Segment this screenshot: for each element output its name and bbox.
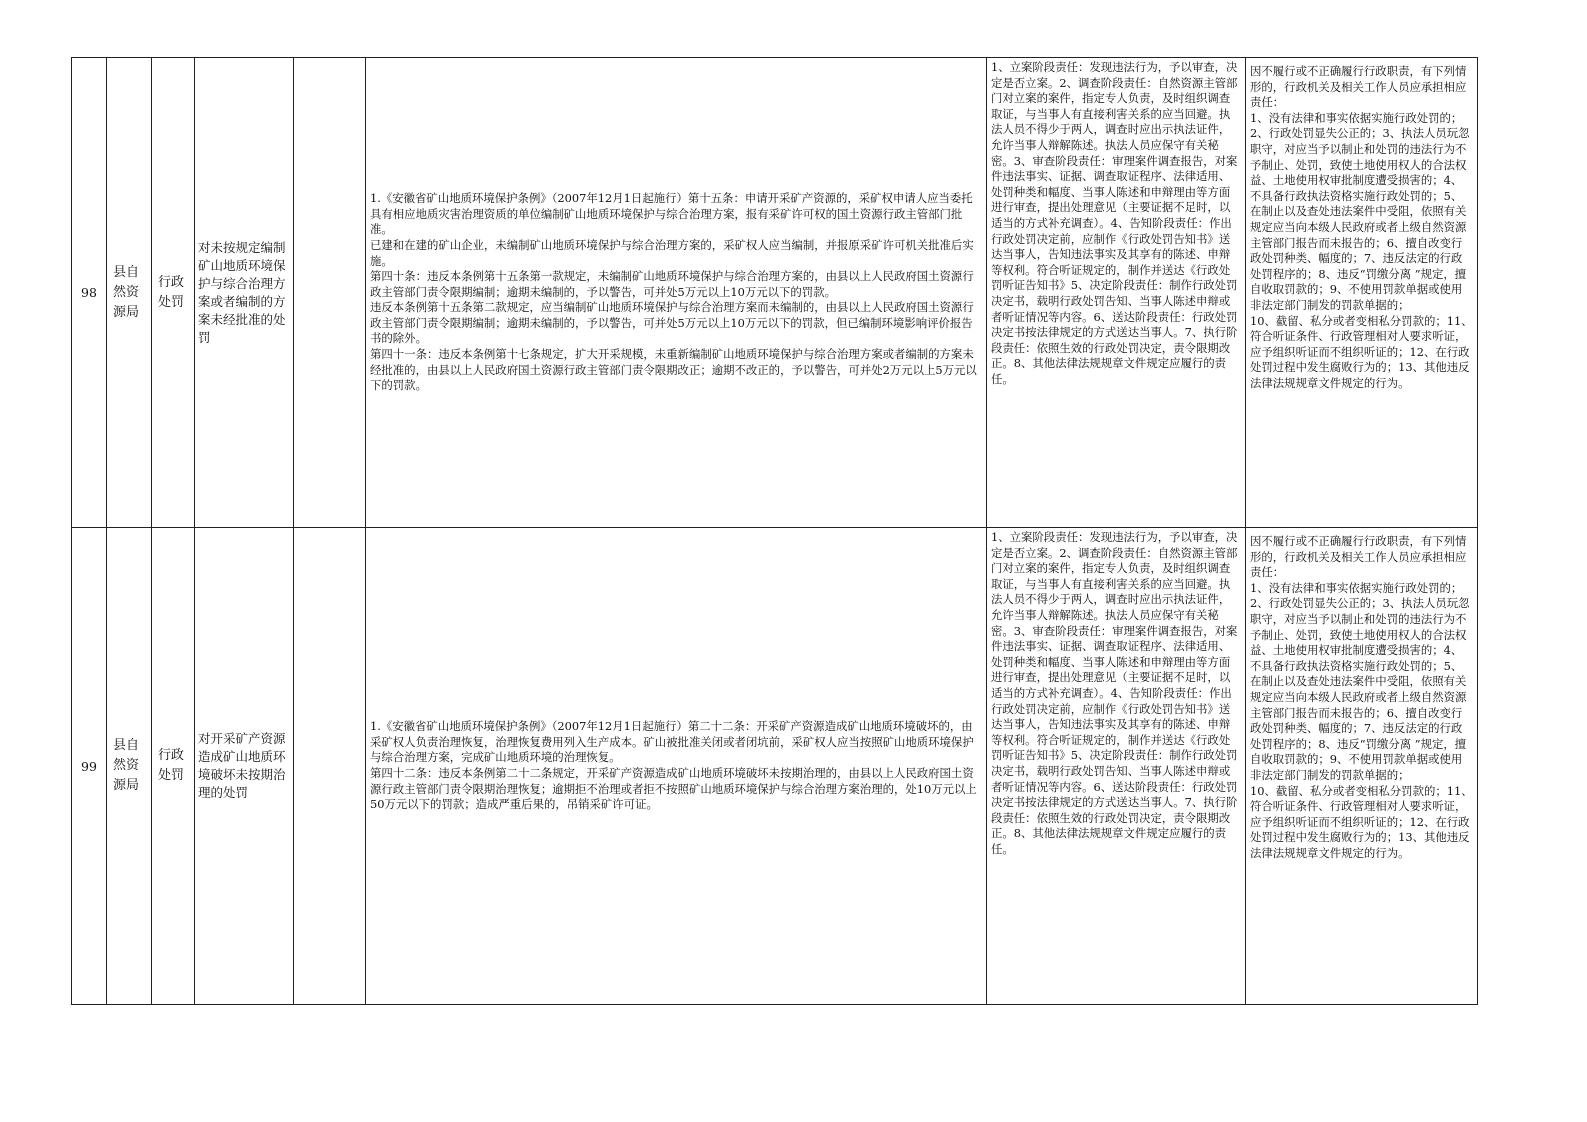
sub-item-cell (294, 58, 366, 528)
department-cell: 县自然资源局 (107, 58, 152, 528)
item-name-cell: 对未按规定编制矿山地质环境保护与综合治理方案或者编制的方案未经批准的处罚 (195, 58, 294, 528)
legal-basis-cell: 1.《安徽省矿山地质环境保护条例》（2007年12月1日起施行）第二十二条：开采矿产资源造成矿山地质环境破坏的，由采矿权人负责治理恢复，治理恢复费用列入生产成本。矿山被批准关闭或者闭坑前，采矿权人应当按照矿山地质环境保护与综合治理方案，完成矿山地质环境的治理恢复。 第四十二条：违反本条例第二十二条规定，开采矿产资源造成矿山地质环境破坏未按期治理的，由县以上人民政府国土资源行政主管部门责令限期治理恢复；逾期拒不治理或者拒不按照矿山地质环境保护与综合治理方案治理的，处10万元以上50万元以下的罚款；造成严重后果的，吊销采矿许可证。 (366, 528, 987, 1005)
responsibility-cell: 1、立案阶段责任：发现违法行为，予以审查，决定是否立案。2、调查阶段责任：自然资源主管部门对立案的案件，指定专人负责，及时组织调查取证，与当事人有直接利害关系的应当回避。执法人员不得少于两人，调查时应出示执法证件，允许当事人辩解陈述。执法人员应保守有关秘密。3、审查阶段责任：审理案件调查报告，对案件违法事实、证据、调查取证程序、法律适用、处罚种类和幅度、当事人陈述和申辩理由等方面进行审查，提出处理意见（主要证据不足时，以适当的方式补充调查）。4、告知阶段责任：作出行政处罚决定前，应制作《行政处罚告知书》送达当事人，告知违法事实及其享有的陈述、申辩等权利。符合听证规定的，制作并送达《行政处罚听证告知书》5、决定阶段责任：制作行政处罚决定书，载明行政处罚告知、当事人陈述申辩或者听证情况等内容。6、送达阶段责任：行政处罚决定书按法律规定的方式送达当事人。7、执行阶段责任：依照生效的行政处罚决定，责令限期改正。8、其他法律法规规章文件规定应履行的责任。 (987, 528, 1246, 1005)
legal-basis-cell: 1.《安徽省矿山地质环境保护条例》（2007年12月1日起施行）第十五条：申请开采矿产资源的，采矿权申请人应当委托具有相应地质灾害治理资质的单位编制矿山地质环境保护与综合治理方案，报有采矿许可权的国土资源行政主管部门批准。 已建和在建的矿山企业，未编制矿山地质环境保护与综合治理方案的，采矿权人应当编制，并报原采矿许可机关批准后实施。 第四十条：违反本条例第十五条第一款规定，未编制矿山地质环境保护与综合治理方案的，由县以上人民政府国土资源行政主管部门责令限期编制；逾期未编制的，予以警告，可并处5万元以上10万元以下的罚款。 违反本条例第十五条第二款规定，应当编制矿山地质环境保护与综合治理方案而未编制的，由县以上人民政府国土资源行政主管部门责令限期编制；逾期未编制的，予以警告，可并处5万元以上10万元以下的罚款，但已编制环境影响评价报告书的除外。 第四十一条：违反本条例第十七条规定，扩大开采规模，未重新编制矿山地质环境保护与综合治理方案或者编制的方案未经批准的，由县以上人民政府国土资源行政主管部门责令限期改正；逾期不改正的，予以警告，可并处2万元以上5万元以下的罚款。 (366, 58, 987, 528)
responsibility-cell: 1、立案阶段责任：发现违法行为，予以审查，决定是否立案。2、调查阶段责任：自然资源主管部门对立案的案件，指定专人负责，及时组织调查取证，与当事人有直接利害关系的应当回避。执法人员不得少于两人，调查时应出示执法证件，允许当事人辩解陈述。执法人员应保守有关秘密。3、审查阶段责任：审理案件调查报告，对案件违法事实、证据、调查取证程序、法律适用、处罚种类和幅度、当事人陈述和申辩理由等方面进行审查，提出处理意见（主要证据不足时，以适当的方式补充调查）。4、告知阶段责任：作出行政处罚决定前，应制作《行政处罚告知书》送达当事人，告知违法事实及其享有的陈述、申辩等权利。符合听证规定的，制作并送达《行政处罚听证告知书》5、决定阶段责任：制作行政处罚决定书，载明行政处罚告知、当事人陈述申辩或者听证情况等内容。6、送达阶段责任：行政处罚决定书按法律规定的方式送达当事人。7、执行阶段责任：依照生效的行政处罚决定，责令限期改正。8、其他法律法规规章文件规定应履行的责任。 (987, 58, 1246, 528)
row-number: 99 (72, 528, 107, 1005)
power-type-cell: 行政处罚 (152, 58, 195, 528)
table-row (72, 58, 1478, 528)
item-name-cell: 对开采矿产资源造成矿山地质环境破坏未按期治理的处罚 (195, 528, 294, 1005)
row-number: 98 (72, 58, 107, 528)
power-type-cell: 行政处罚 (152, 528, 195, 1005)
sub-item-cell (294, 528, 366, 1005)
accountability-cell: 因不履行或不正确履行行政职责，有下列情形的，行政机关及相关工作人员应承担相应责任： 1、没有法律和事实依据实施行政处罚的；2、行政处罚显失公正的；3、执法人员玩忽职守，对应当予以制止和处罚的违法行为不予制止、处罚，致使土地使用权人的合法权益、土地使用权审批制度遭受损害的；4、不具备行政执法资格实施行政处罚的；5、在制止以及查处违法案件中受阻，依照有关规定应当向本级人民政府或者上级自然资源主管部门报告而未报告的；6、擅自改变行政处罚种类、幅度的；7、违反法定的行政处罚程序的；8、违反“罚缴分离 ”规定，擅自收取罚款的；9、不使用罚款单据或使用非法定部门制发的罚款单据的； 10、截留、私分或者变相私分罚款的；11、符合听证条件、行政管理相对人要求听证，应予组织听证而不组织听证的；12、在行政处罚过程中发生腐败行为的；13、其他违反法律法规规章文件规定的行为。 (1246, 58, 1478, 528)
power-list-table (71, 57, 1478, 1005)
accountability-cell: 因不履行或不正确履行行政职责，有下列情形的，行政机关及相关工作人员应承担相应责任： 1、没有法律和事实依据实施行政处罚的；2、行政处罚显失公正的；3、执法人员玩忽职守，对应当予以制止和处罚的违法行为不予制止、处罚，致使土地使用权人的合法权益、土地使用权审批制度遭受损害的；4、不具备行政执法资格实施行政处罚的；5、在制止以及查处违法案件中受阻，依照有关规定应当向本级人民政府或者上级自然资源主管部门报告而未报告的；6、擅自改变行政处罚种类、幅度的；7、违反法定的行政处罚程序的；8、违反“罚缴分离 ”规定，擅自收取罚款的；9、不使用罚款单据或使用非法定部门制发的罚款单据的； 10、截留、私分或者变相私分罚款的；11、符合听证条件、行政管理相对人要求听证，应予组织听证而不组织听证的；12、在行政处罚过程中发生腐败行为的；13、其他违反法律法规规章文件规定的行为。 (1246, 528, 1478, 1005)
department-cell: 县自然资源局 (107, 528, 152, 1005)
table-row (72, 528, 1478, 1005)
